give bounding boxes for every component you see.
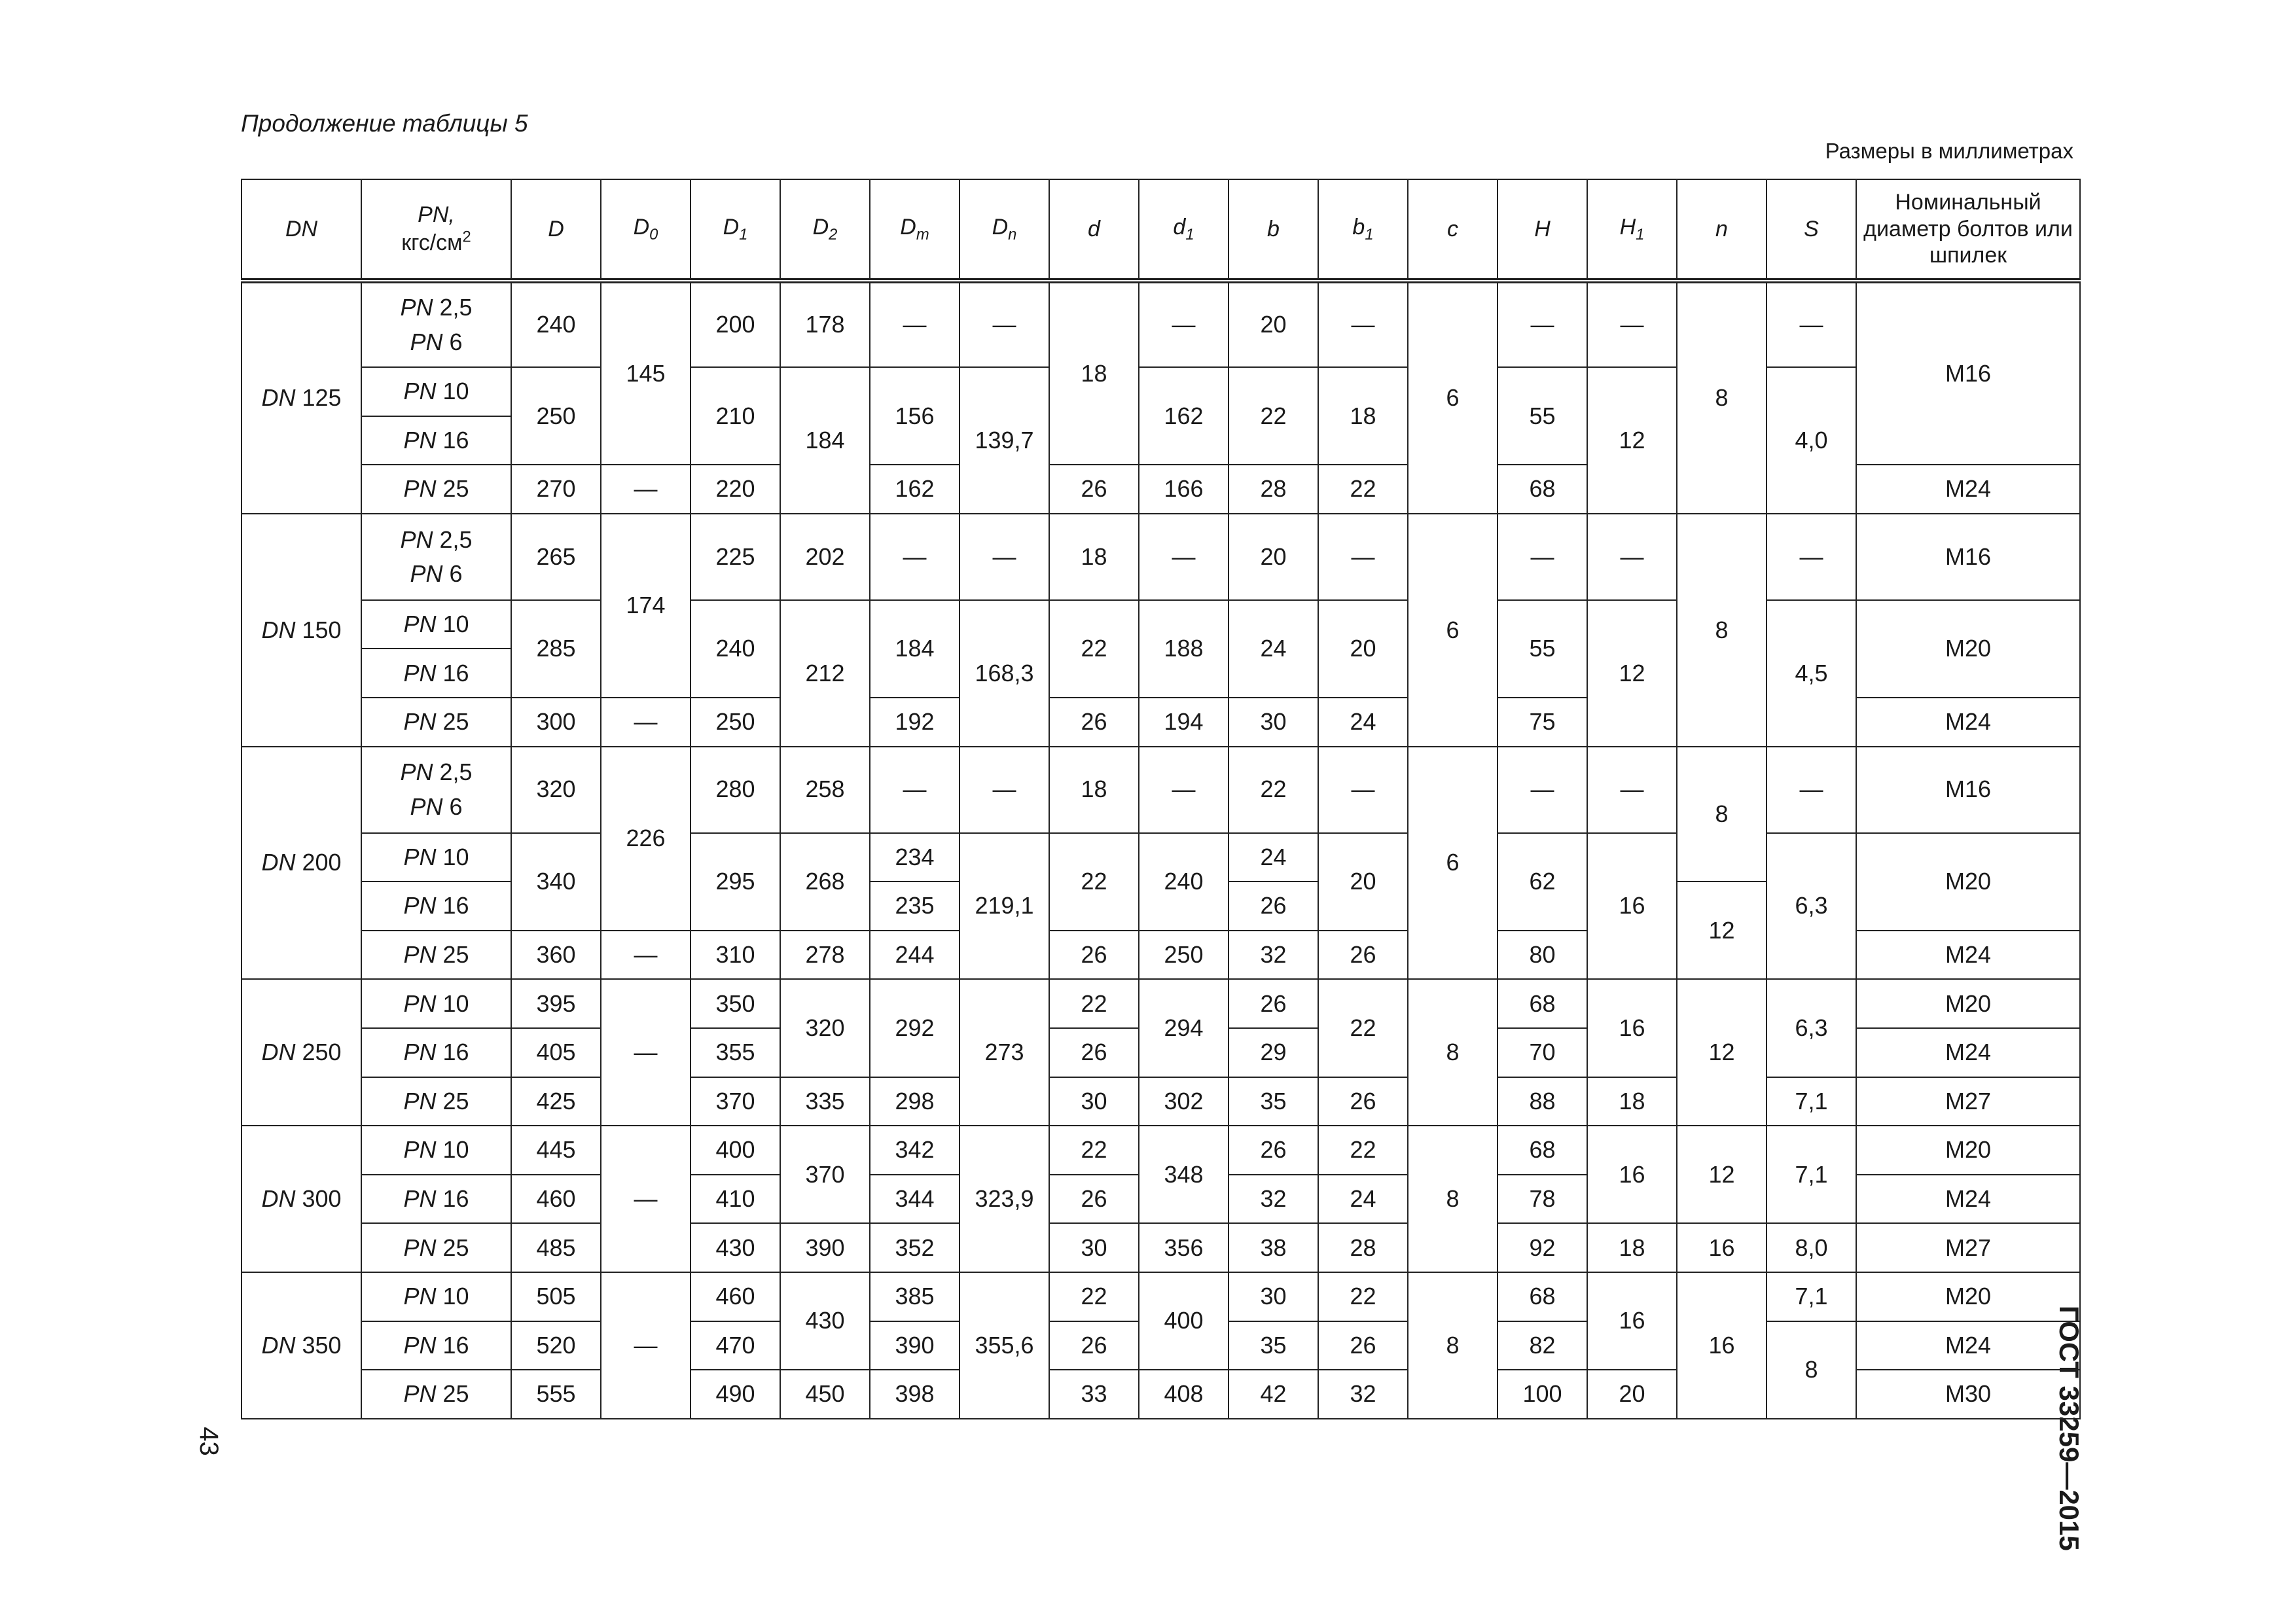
cell-S: 7,1	[1767, 1077, 1856, 1126]
cell-D: 340	[511, 833, 601, 931]
header-H1: $H_1$	[1587, 179, 1677, 281]
cell-Dm: 184	[870, 600, 960, 698]
cell-D1: 350	[691, 979, 780, 1028]
pn-cell: PN 25	[361, 1223, 511, 1272]
cell-c: 6	[1408, 514, 1498, 747]
cell-Dm: 342	[870, 1126, 960, 1175]
cell-d: 30	[1049, 1223, 1139, 1272]
cell-H: 68	[1498, 1272, 1587, 1321]
cell-D1: 225	[691, 514, 780, 600]
cell-b1: 32	[1318, 1370, 1408, 1419]
cell-d1: 188	[1139, 600, 1229, 698]
cell-H: 68	[1498, 1126, 1587, 1175]
cell-b1: 28	[1318, 1223, 1408, 1272]
cell-d: 18	[1049, 281, 1139, 465]
cell-c: 8	[1408, 1126, 1498, 1272]
cell-d1: 240	[1139, 833, 1229, 931]
cell-bolt: M27	[1856, 1077, 2080, 1126]
cell-S: 8,0	[1767, 1223, 1856, 1272]
cell-b1: 24	[1318, 1175, 1408, 1224]
cell-d1: 356	[1139, 1223, 1229, 1272]
table-row	[242, 1077, 2080, 1126]
cell-H1: 20	[1587, 1370, 1677, 1419]
cell-S: 6,3	[1767, 833, 1856, 980]
cell-H: —	[1498, 281, 1587, 367]
cell-H: 62	[1498, 833, 1587, 931]
cell-D1: 295	[691, 833, 780, 931]
cell-d1: 348	[1139, 1126, 1229, 1223]
cell-b: 30	[1229, 1272, 1318, 1321]
cell-Dm: 292	[870, 979, 960, 1077]
pn-cell: PN 10	[361, 600, 511, 649]
table-body	[242, 281, 2080, 1419]
cell-D1: 200	[691, 281, 780, 367]
cell-D: 485	[511, 1223, 601, 1272]
dn-cell: DN 250	[242, 979, 361, 1126]
pn-cell: PN 25	[361, 1077, 511, 1126]
cell-b: 22	[1229, 367, 1318, 465]
cell-Dm: 234	[870, 833, 960, 882]
cell-H: 78	[1498, 1175, 1587, 1224]
table-row	[242, 979, 2080, 1028]
table-row	[242, 1223, 2080, 1272]
header-n: n	[1677, 179, 1767, 281]
dn-cell: DN 350	[242, 1272, 361, 1419]
cell-D: 460	[511, 1175, 601, 1224]
cell-D: 520	[511, 1321, 601, 1370]
cell-Dn: 273	[960, 979, 1049, 1126]
pn-cell: PN 16	[361, 1321, 511, 1370]
cell-S: —	[1767, 514, 1856, 600]
cell-b: 24	[1229, 833, 1318, 882]
cell-d: 26	[1049, 1028, 1139, 1077]
cell-D1: 250	[691, 698, 780, 747]
cell-bolt: M27	[1856, 1223, 2080, 1272]
cell-S: —	[1767, 747, 1856, 833]
cell-d1: 302	[1139, 1077, 1229, 1126]
cell-D1: 280	[691, 747, 780, 833]
cell-Dm: —	[870, 747, 960, 833]
cell-D: 240	[511, 281, 601, 367]
cell-b1: 24	[1318, 698, 1408, 747]
cell-n: 8	[1677, 747, 1767, 882]
cell-b1: 18	[1318, 367, 1408, 465]
cell-bolt: M24	[1856, 931, 2080, 980]
cell-d1: —	[1139, 281, 1229, 367]
cell-S: 4,5	[1767, 600, 1856, 747]
cell-D2: 212	[780, 600, 870, 747]
table-row	[242, 747, 2080, 833]
pn-cell: PN 10	[361, 979, 511, 1028]
cell-b1: —	[1318, 281, 1408, 367]
cell-H: 68	[1498, 465, 1587, 514]
cell-D: 250	[511, 367, 601, 465]
cell-b1: —	[1318, 747, 1408, 833]
cell-Dm: —	[870, 514, 960, 600]
cell-D1: 355	[691, 1028, 780, 1077]
cell-b: 38	[1229, 1223, 1318, 1272]
cell-d1: —	[1139, 514, 1229, 600]
cell-D: 395	[511, 979, 601, 1028]
cell-D1: 460	[691, 1272, 780, 1321]
cell-d: 22	[1049, 1126, 1139, 1175]
cell-D2: 268	[780, 833, 870, 931]
header-b1: $b_1$	[1318, 179, 1408, 281]
cell-D: 320	[511, 747, 601, 833]
cell-Dm: 298	[870, 1077, 960, 1126]
cell-D0: —	[601, 1126, 691, 1272]
cell-H1: 16	[1587, 833, 1677, 980]
cell-H: 92	[1498, 1223, 1587, 1272]
cell-Dn: 168,3	[960, 600, 1049, 747]
cell-d: 18	[1049, 747, 1139, 833]
dn-cell: DN 200	[242, 747, 361, 980]
cell-D0: 174	[601, 514, 691, 698]
cell-H: 82	[1498, 1321, 1587, 1370]
header-D2: $D_2$	[780, 179, 870, 281]
cell-Dm: 192	[870, 698, 960, 747]
cell-b1: —	[1318, 514, 1408, 600]
cell-D1: 470	[691, 1321, 780, 1370]
cell-b1: 20	[1318, 600, 1408, 698]
cell-b: 20	[1229, 514, 1318, 600]
table-row	[242, 281, 2080, 367]
pn-cell: PN 25	[361, 465, 511, 514]
cell-d: 22	[1049, 979, 1139, 1028]
cell-b1: 26	[1318, 1077, 1408, 1126]
header-d1: $d_1$	[1139, 179, 1229, 281]
pn-cell: PN 10	[361, 1126, 511, 1175]
cell-D0: —	[601, 979, 691, 1126]
cell-H1: —	[1587, 747, 1677, 833]
pn-cell: PN 10	[361, 367, 511, 416]
page-number: 43	[194, 1427, 223, 1456]
cell-bolt: M24	[1856, 1321, 2080, 1370]
cell-n: 12	[1677, 882, 1767, 979]
cell-D2: 335	[780, 1077, 870, 1126]
cell-b1: 22	[1318, 1272, 1408, 1321]
pn-cell: PN 10	[361, 833, 511, 882]
cell-bolt: M24	[1856, 465, 2080, 514]
cell-H1: 16	[1587, 1126, 1677, 1223]
cell-H1: —	[1587, 281, 1677, 367]
cell-H1: 12	[1587, 600, 1677, 747]
pn-cell: PN 16	[361, 649, 511, 698]
cell-b: 35	[1229, 1077, 1318, 1126]
cell-D0: —	[601, 465, 691, 514]
cell-d: 26	[1049, 698, 1139, 747]
header-c: c	[1408, 179, 1498, 281]
cell-D2: 258	[780, 747, 870, 833]
cell-D: 270	[511, 465, 601, 514]
cell-H1: 18	[1587, 1223, 1677, 1272]
cell-n: 12	[1677, 979, 1767, 1126]
cell-n: 16	[1677, 1223, 1767, 1272]
cell-c: 8	[1408, 979, 1498, 1126]
cell-D2: 184	[780, 367, 870, 514]
cell-d1: —	[1139, 747, 1229, 833]
cell-b1: 20	[1318, 833, 1408, 931]
cell-b: 24	[1229, 600, 1318, 698]
cell-c: 8	[1408, 1272, 1498, 1419]
cell-b1: 22	[1318, 979, 1408, 1077]
cell-D1: 370	[691, 1077, 780, 1126]
cell-D0: 145	[601, 281, 691, 465]
cell-bolt: M16	[1856, 281, 2080, 465]
cell-d: 26	[1049, 1175, 1139, 1224]
cell-d1: 294	[1139, 979, 1229, 1077]
cell-D0: —	[601, 1272, 691, 1419]
cell-S: 7,1	[1767, 1272, 1856, 1321]
cell-D2: 430	[780, 1272, 870, 1370]
table-row	[242, 514, 2080, 600]
cell-b: 29	[1229, 1028, 1318, 1077]
units-note: Размеры в миллиметрах	[1825, 139, 2073, 163]
cell-Dm: 235	[870, 882, 960, 931]
cell-H: —	[1498, 514, 1587, 600]
cell-bolt: M16	[1856, 747, 2080, 833]
cell-Dm: 162	[870, 465, 960, 514]
header-D0: $D_0$	[601, 179, 691, 281]
cell-D1: 410	[691, 1175, 780, 1224]
cell-H1: 18	[1587, 1077, 1677, 1126]
cell-b: 32	[1229, 931, 1318, 980]
cell-bolt: M24	[1856, 1175, 2080, 1224]
cell-D0: —	[601, 931, 691, 980]
cell-H: 55	[1498, 367, 1587, 465]
cell-Dn: 323,9	[960, 1126, 1049, 1272]
cell-n: 8	[1677, 514, 1767, 747]
cell-b: 26	[1229, 882, 1318, 931]
cell-bolt: M16	[1856, 514, 2080, 600]
cell-b: 28	[1229, 465, 1318, 514]
cell-d1: 250	[1139, 931, 1229, 980]
cell-d: 33	[1049, 1370, 1139, 1419]
cell-Dm: 390	[870, 1321, 960, 1370]
cell-D0: —	[601, 698, 691, 747]
table-row	[242, 1272, 2080, 1321]
cell-d: 30	[1049, 1077, 1139, 1126]
cell-b: 26	[1229, 1126, 1318, 1175]
cell-d: 22	[1049, 600, 1139, 698]
cell-bolt: M24	[1856, 1028, 2080, 1077]
cell-D1: 430	[691, 1223, 780, 1272]
cell-S: 8	[1767, 1321, 1856, 1419]
cell-H: —	[1498, 747, 1587, 833]
cell-c: 6	[1408, 747, 1498, 980]
cell-Dm: 352	[870, 1223, 960, 1272]
cell-d: 26	[1049, 931, 1139, 980]
cell-H1: 16	[1587, 1272, 1677, 1370]
cell-bolt: M20	[1856, 600, 2080, 698]
cell-b: 26	[1229, 979, 1318, 1028]
cell-d1: 166	[1139, 465, 1229, 514]
cell-H: 80	[1498, 931, 1587, 980]
cell-Dn: —	[960, 281, 1049, 367]
cell-Dm: 398	[870, 1370, 960, 1419]
pn-cell: PN 16	[361, 882, 511, 931]
cell-d: 26	[1049, 465, 1139, 514]
pn-cell: PN 25	[361, 698, 511, 747]
pn-cell: PN 25	[361, 931, 511, 980]
cell-D: 285	[511, 600, 601, 698]
header-d: d	[1049, 179, 1139, 281]
cell-D1: 210	[691, 367, 780, 465]
cell-D1: 240	[691, 600, 780, 698]
cell-b1: 26	[1318, 931, 1408, 980]
cell-D: 445	[511, 1126, 601, 1175]
cell-S: 4,0	[1767, 367, 1856, 514]
pn-cell: PN 16	[361, 1175, 511, 1224]
header-H: H	[1498, 179, 1587, 281]
cell-H: 70	[1498, 1028, 1587, 1077]
pn-cell: PN 16	[361, 416, 511, 465]
cell-H: 88	[1498, 1077, 1587, 1126]
pn-cell: PN 2,5 PN 6	[361, 281, 511, 367]
cell-Dm: —	[870, 281, 960, 367]
cell-D: 425	[511, 1077, 601, 1126]
cell-D2: 450	[780, 1370, 870, 1419]
cell-D: 300	[511, 698, 601, 747]
cell-Dn: 139,7	[960, 367, 1049, 514]
cell-S: 6,3	[1767, 979, 1856, 1077]
cell-D2: 202	[780, 514, 870, 600]
header-bolt-diameter: Номинальный диаметр болтов или шпилек	[1856, 179, 2080, 281]
pn-cell: PN 10	[361, 1272, 511, 1321]
cell-D: 265	[511, 514, 601, 600]
header-Dm: $D_m$	[870, 179, 960, 281]
header-S: S	[1767, 179, 1856, 281]
cell-bolt: M20	[1856, 979, 2080, 1028]
cell-H1: 16	[1587, 979, 1677, 1077]
header-row	[242, 179, 2080, 281]
cell-S: —	[1767, 281, 1856, 367]
cell-d: 18	[1049, 514, 1139, 600]
cell-bolt: M20	[1856, 1272, 2080, 1321]
cell-H: 75	[1498, 698, 1587, 747]
cell-b: 30	[1229, 698, 1318, 747]
cell-d: 22	[1049, 1272, 1139, 1321]
cell-Dn: —	[960, 747, 1049, 833]
cell-b1: 26	[1318, 1321, 1408, 1370]
cell-D: 405	[511, 1028, 601, 1077]
table-row	[242, 600, 2080, 649]
header-Dn: $D_n$	[960, 179, 1049, 281]
header-b: b	[1229, 179, 1318, 281]
pn-cell: PN 2,5 PN 6	[361, 514, 511, 600]
cell-d1: 162	[1139, 367, 1229, 465]
cell-H: 55	[1498, 600, 1587, 698]
cell-D1: 400	[691, 1126, 780, 1175]
cell-D2: 278	[780, 931, 870, 980]
cell-b: 42	[1229, 1370, 1318, 1419]
cell-Dm: 385	[870, 1272, 960, 1321]
cell-H1: 12	[1587, 367, 1677, 514]
cell-Dn: 355,6	[960, 1272, 1049, 1419]
pn-cell: PN 2,5 PN 6	[361, 747, 511, 833]
cell-d1: 194	[1139, 698, 1229, 747]
cell-d1: 408	[1139, 1370, 1229, 1419]
cell-n: 16	[1677, 1272, 1767, 1419]
cell-D: 360	[511, 931, 601, 980]
cell-bolt: M20	[1856, 833, 2080, 931]
header-pn: PN, кгс/$см^2$	[361, 179, 511, 281]
dn-cell: DN 125	[242, 281, 361, 514]
cell-S: 7,1	[1767, 1126, 1856, 1223]
cell-H: 100	[1498, 1370, 1587, 1419]
cell-Dm: 156	[870, 367, 960, 465]
standard-designation: ГОСТ 33259—2015	[2054, 1306, 2085, 1551]
pn-cell: PN 16	[361, 1028, 511, 1077]
cell-b1: 22	[1318, 1126, 1408, 1175]
cell-bolt: M30	[1856, 1370, 2080, 1419]
cell-D: 555	[511, 1370, 601, 1419]
cell-Dn: 219,1	[960, 833, 1049, 980]
cell-H1: —	[1587, 514, 1677, 600]
flange-dimensions-table	[241, 179, 2081, 1419]
cell-D1: 220	[691, 465, 780, 514]
cell-c: 6	[1408, 281, 1498, 514]
dn-cell: DN 150	[242, 514, 361, 747]
cell-D2: 390	[780, 1223, 870, 1272]
dn-cell: DN 300	[242, 1126, 361, 1272]
cell-b: 22	[1229, 747, 1318, 833]
table-row	[242, 367, 2080, 416]
cell-D1: 490	[691, 1370, 780, 1419]
cell-d: 26	[1049, 1321, 1139, 1370]
cell-b: 32	[1229, 1175, 1318, 1224]
cell-D2: 320	[780, 979, 870, 1077]
cell-Dm: 244	[870, 931, 960, 980]
header-D: D	[511, 179, 601, 281]
cell-n: 12	[1677, 1126, 1767, 1223]
cell-Dn: —	[960, 514, 1049, 600]
cell-d: 22	[1049, 833, 1139, 931]
cell-D0: 226	[601, 747, 691, 931]
cell-D2: 370	[780, 1126, 870, 1223]
header-D1: $D_1$	[691, 179, 780, 281]
cell-n: 8	[1677, 281, 1767, 514]
cell-Dm: 344	[870, 1175, 960, 1224]
pn-cell: PN 25	[361, 1370, 511, 1419]
table-row	[242, 833, 2080, 882]
cell-D1: 310	[691, 931, 780, 980]
cell-H: 68	[1498, 979, 1587, 1028]
table-caption: Продолжение таблицы 5	[241, 110, 528, 137]
header-dn: DN	[242, 179, 361, 281]
cell-D2: 178	[780, 281, 870, 367]
cell-bolt: M20	[1856, 1126, 2080, 1175]
cell-d1: 400	[1139, 1272, 1229, 1370]
cell-bolt: M24	[1856, 698, 2080, 747]
cell-D: 505	[511, 1272, 601, 1321]
cell-b: 35	[1229, 1321, 1318, 1370]
cell-b: 20	[1229, 281, 1318, 367]
table-row	[242, 1126, 2080, 1175]
cell-b1: 22	[1318, 465, 1408, 514]
